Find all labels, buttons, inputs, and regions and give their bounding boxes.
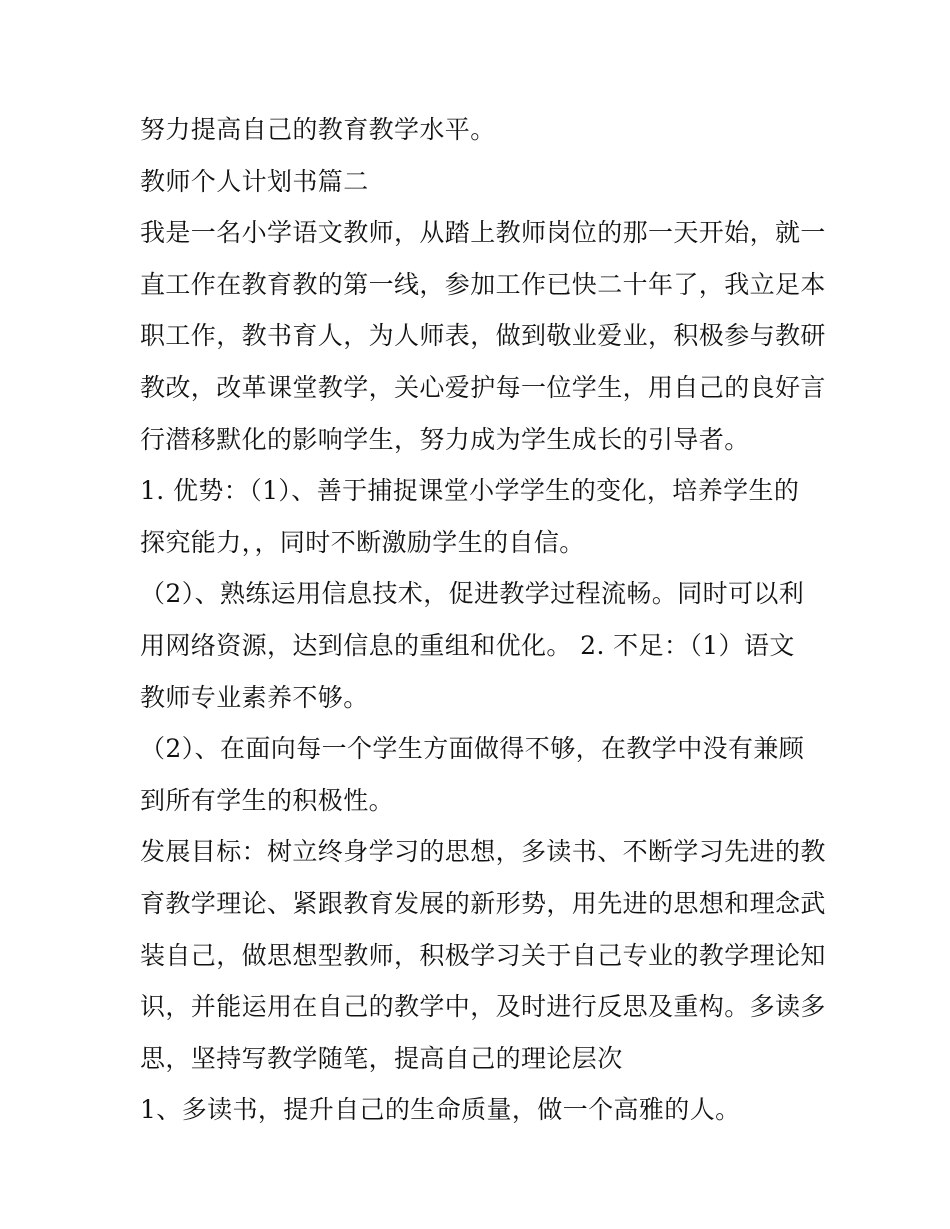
text-line: 教改，改革课堂教学，关心爱护每一位学生，用自己的良好言 [140,372,826,402]
text-line: 我是一名小学语文教师，从踏上教师岗位的那一天开始，就一 [140,218,826,248]
document-body [140,104,826,1136]
text-line: 识，并能运用在自己的教学中，及时进行反思及重构。多读多 [140,992,826,1022]
text-line: 探究能力，，同时不断激励学生的自信。 [140,527,585,557]
text-line: （2）、在面向每一个学生方面做得不够，在教学中没有兼顾 [140,734,805,764]
text-line: 到所有学生的积极性。 [140,785,395,815]
text-line: 职工作，教书育人，为人师表，做到敬业爱业，积极参与教研 [140,321,826,351]
text-line: 直工作在教育教的第一线，参加工作已快二十年了，我立足本 [140,269,826,299]
text-line: 思，坚持写教学随笔，提高自己的理论层次 [140,1043,623,1073]
text-line: 1、多读书，提升自己的生命质量，做一个高雅的人。 [140,1095,741,1125]
text-line: 育教学理论、紧跟教育发展的新形势，用先进的思想和理念武 [140,888,826,918]
text-line: 努力提高自己的教育教学水平。 [140,115,496,144]
section-heading: 教师个人计划书篇二 [140,166,369,196]
text-line: 教师专业素养不够。 [140,682,369,712]
text-line: 1. 优势：（1）、善于捕捉课堂小学学生的变化，培养学生的 [140,476,800,506]
text-line: 用网络资源，达到信息的重组和优化。 2. 不足：（1）语文 [140,630,795,660]
text-line: 装自己，做思想型教师，积极学习关于自己专业的教学理论知 [140,940,826,970]
text-line: （2）、熟练运用信息技术，促进教学过程流畅。同时可以利 [140,579,805,609]
text-line: 行潜移默化的影响学生，努力成为学生成长的引导者。 [140,424,750,454]
text-line: 发展目标：树立终身学习的思想，多读书、不断学习先进的教 [140,837,826,867]
